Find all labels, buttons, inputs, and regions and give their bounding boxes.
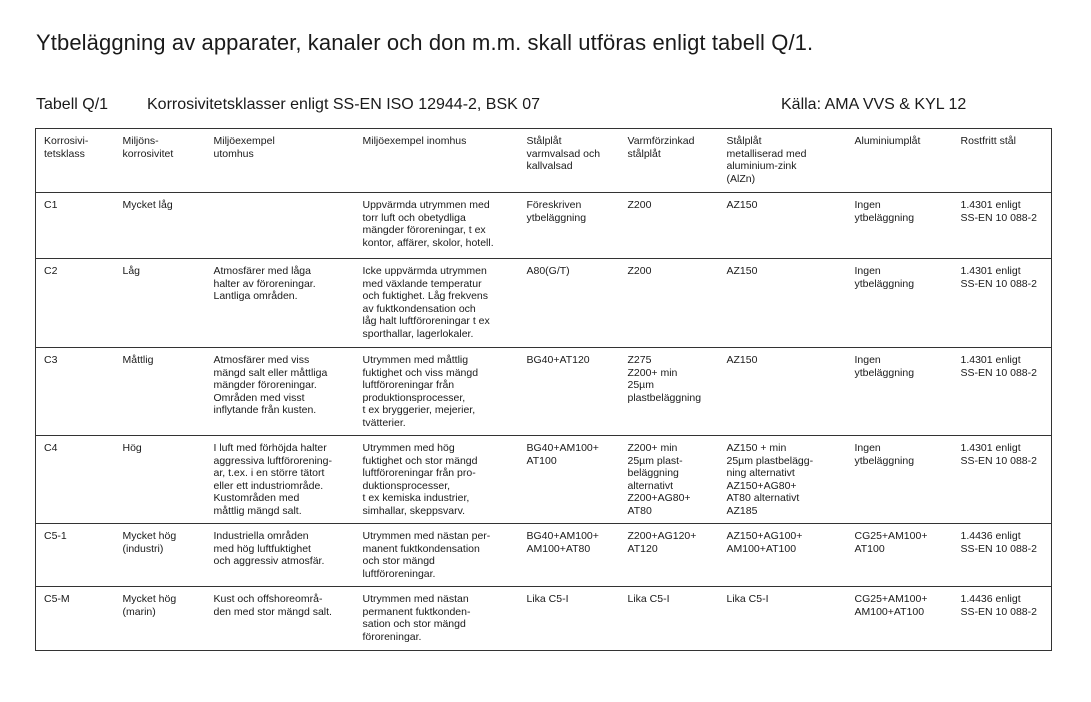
cell-indoor-example: Utrymmen med måttlig fuktighet och viss mängd luftföroreningar från produktionsprocesser, t ex bryggerier, mejerier, tvätterier. (362, 354, 479, 429)
table-header-row (36, 129, 1052, 193)
cell-steel-sheet: Lika C5-I (526, 593, 569, 605)
cell-alzn-sheet: AZ150+AG100+ AM100+AT100 (726, 530, 803, 555)
cell-indoor-example: Utrymmen med hög fuktighet och stor mängd luftföroreningar från pro- duktionsprocesser, t ex kemiska industrier, simhallar, skeppsvarv. (362, 442, 478, 517)
cell-class: C4 (44, 442, 58, 454)
cell-class: C5-1 (44, 530, 67, 542)
cell-outdoor-example: Industriella områden med hög luftfuktighet och aggressiv atmosfär. (213, 530, 325, 567)
cell-aluminium-sheet: CG25+AM100+ AT100 (854, 530, 928, 555)
cell-aluminium-sheet: CG25+AM100+ AM100+AT100 (854, 593, 928, 618)
header-corrosivity: Miljöns- korrosivitet (122, 135, 174, 160)
cell-stainless-steel: 1.4436 enligt SS-EN 10 088-2 (960, 530, 1037, 555)
cell-galvanized-sheet: Z200 (627, 265, 652, 277)
cell-class: C1 (44, 199, 58, 211)
header-aluminium-sheet: Aluminiumplåt (854, 135, 921, 147)
cell-galvanized-sheet: Lika C5-I (627, 593, 670, 605)
cell-aluminium-sheet: Ingen ytbeläggning (854, 354, 915, 379)
cell-outdoor-example: Atmosfärer med låga halter av föroreningar. Lantliga områden. (213, 265, 316, 302)
cell-galvanized-sheet: Z200+AG120+ AT120 (627, 530, 697, 555)
table-label: Tabell Q/1 (36, 96, 109, 113)
cell-alzn-sheet: AZ150 (726, 199, 758, 211)
cell-steel-sheet: A80(G/T) (526, 265, 570, 277)
cell-corrosivity: Mycket låg (122, 199, 173, 211)
header-galvanized-sheet: Varmförzinkad stålplåt (627, 135, 695, 160)
cell-indoor-example: Utrymmen med nästan per- manent fuktkondensation och stor mängd luftföroreningar. (362, 530, 491, 580)
cell-indoor-example: Icke uppvärmda utrymmen med växlande temperatur och fuktighet. Låg frekvens av fuktkondensation och låg halt luftföroreningar t ex sporthallar, lagerlokaler. (362, 265, 490, 340)
header-outdoor-example: Miljöexempel utomhus (213, 135, 275, 160)
cell-steel-sheet: BG40+AM100+ AT100 (526, 442, 599, 467)
cell-corrosivity: Mycket hög (industri) (122, 530, 177, 555)
cell-class: C5-M (44, 593, 70, 605)
header-indoor-example: Miljöexempel inomhus (362, 135, 467, 147)
cell-steel-sheet: BG40+AT120 (526, 354, 590, 366)
table-source: Källa: AMA VVS & KYL 12 (781, 96, 967, 113)
cell-outdoor-example: I luft med förhöjda halter aggressiva luftförorening- ar, t.ex. i en större tätort eller ett industriområde. Kustområden med måttlig mängd salt. (213, 442, 332, 517)
cell-corrosivity: Låg (122, 265, 141, 277)
cell-corrosivity: Mycket hög (marin) (122, 593, 177, 618)
cell-outdoor-example: Kust och offshoreområ- den med stor mängd salt. (213, 593, 332, 618)
cell-galvanized-sheet: Z200 (627, 199, 652, 211)
cell-indoor-example: Uppvärmda utrymmen med torr luft och obetydliga mängder föroreningar, t ex kontor, affärer, skolor, hotell. (362, 199, 494, 249)
cell-galvanized-sheet: Z275 Z200+ min 25µm plastbeläggning (627, 354, 702, 404)
table-row (36, 193, 1052, 259)
corrosivity-table (35, 128, 1052, 651)
header-stainless-steel: Rostfritt stål (960, 135, 1016, 147)
cell-stainless-steel: 1.4301 enligt SS-EN 10 088-2 (960, 354, 1037, 379)
table-title: Korrosivitetsklasser enligt SS-EN ISO 12944-2, BSK 07 (147, 96, 541, 113)
cell-alzn-sheet: AZ150 (726, 265, 758, 277)
cell-steel-sheet: Föreskriven ytbeläggning (526, 199, 587, 224)
cell-alzn-sheet: Lika C5-I (726, 593, 769, 605)
table-row (36, 259, 1052, 348)
cell-steel-sheet: BG40+AM100+ AM100+AT80 (526, 530, 599, 555)
cell-class: C2 (44, 265, 58, 277)
cell-stainless-steel: 1.4301 enligt SS-EN 10 088-2 (960, 442, 1037, 467)
cell-stainless-steel: 1.4436 enligt SS-EN 10 088-2 (960, 593, 1037, 618)
cell-stainless-steel: 1.4301 enligt SS-EN 10 088-2 (960, 199, 1037, 224)
cell-stainless-steel: 1.4301 enligt SS-EN 10 088-2 (960, 265, 1037, 290)
cell-outdoor-example: Atmosfärer med viss mängd salt eller måttliga mängder föroreningar. Områden med visst inflytande från kusten. (213, 354, 328, 416)
cell-galvanized-sheet: Z200+ min 25µm plast- beläggning alternativt Z200+AG80+ AT80 (627, 442, 691, 517)
cell-indoor-example: Utrymmen med nästan permanent fuktkonden- sation och stor mängd föroreningar. (362, 593, 471, 643)
cell-aluminium-sheet: Ingen ytbeläggning (854, 199, 915, 224)
header-class: Korrosivi- tetsklass (44, 135, 89, 160)
page-heading: Ytbeläggning av apparater, kanaler och don m.m. skall utföras enligt tabell Q/1. (36, 30, 814, 55)
cell-class: C3 (44, 354, 58, 366)
cell-alzn-sheet: AZ150 (726, 354, 758, 366)
header-steel-sheet: Stålplåt varmvalsad och kallvalsad (526, 135, 601, 172)
cell-aluminium-sheet: Ingen ytbeläggning (854, 265, 915, 290)
table-row (36, 348, 1052, 436)
cell-corrosivity: Hög (122, 442, 142, 454)
cell-outdoor-example (206, 193, 355, 259)
table-row (36, 587, 1052, 651)
cell-aluminium-sheet: Ingen ytbeläggning (854, 442, 915, 467)
header-alzn-sheet: Stålplåt metalliserad med aluminium-zink (AlZn) (726, 135, 807, 185)
table-row (36, 436, 1052, 524)
table-row (36, 524, 1052, 587)
cell-alzn-sheet: AZ150 + min 25µm plastbelägg- ning alternativt AZ150+AG80+ AT80 alternativt AZ185 (726, 442, 814, 517)
cell-corrosivity: Måttlig (122, 354, 154, 366)
